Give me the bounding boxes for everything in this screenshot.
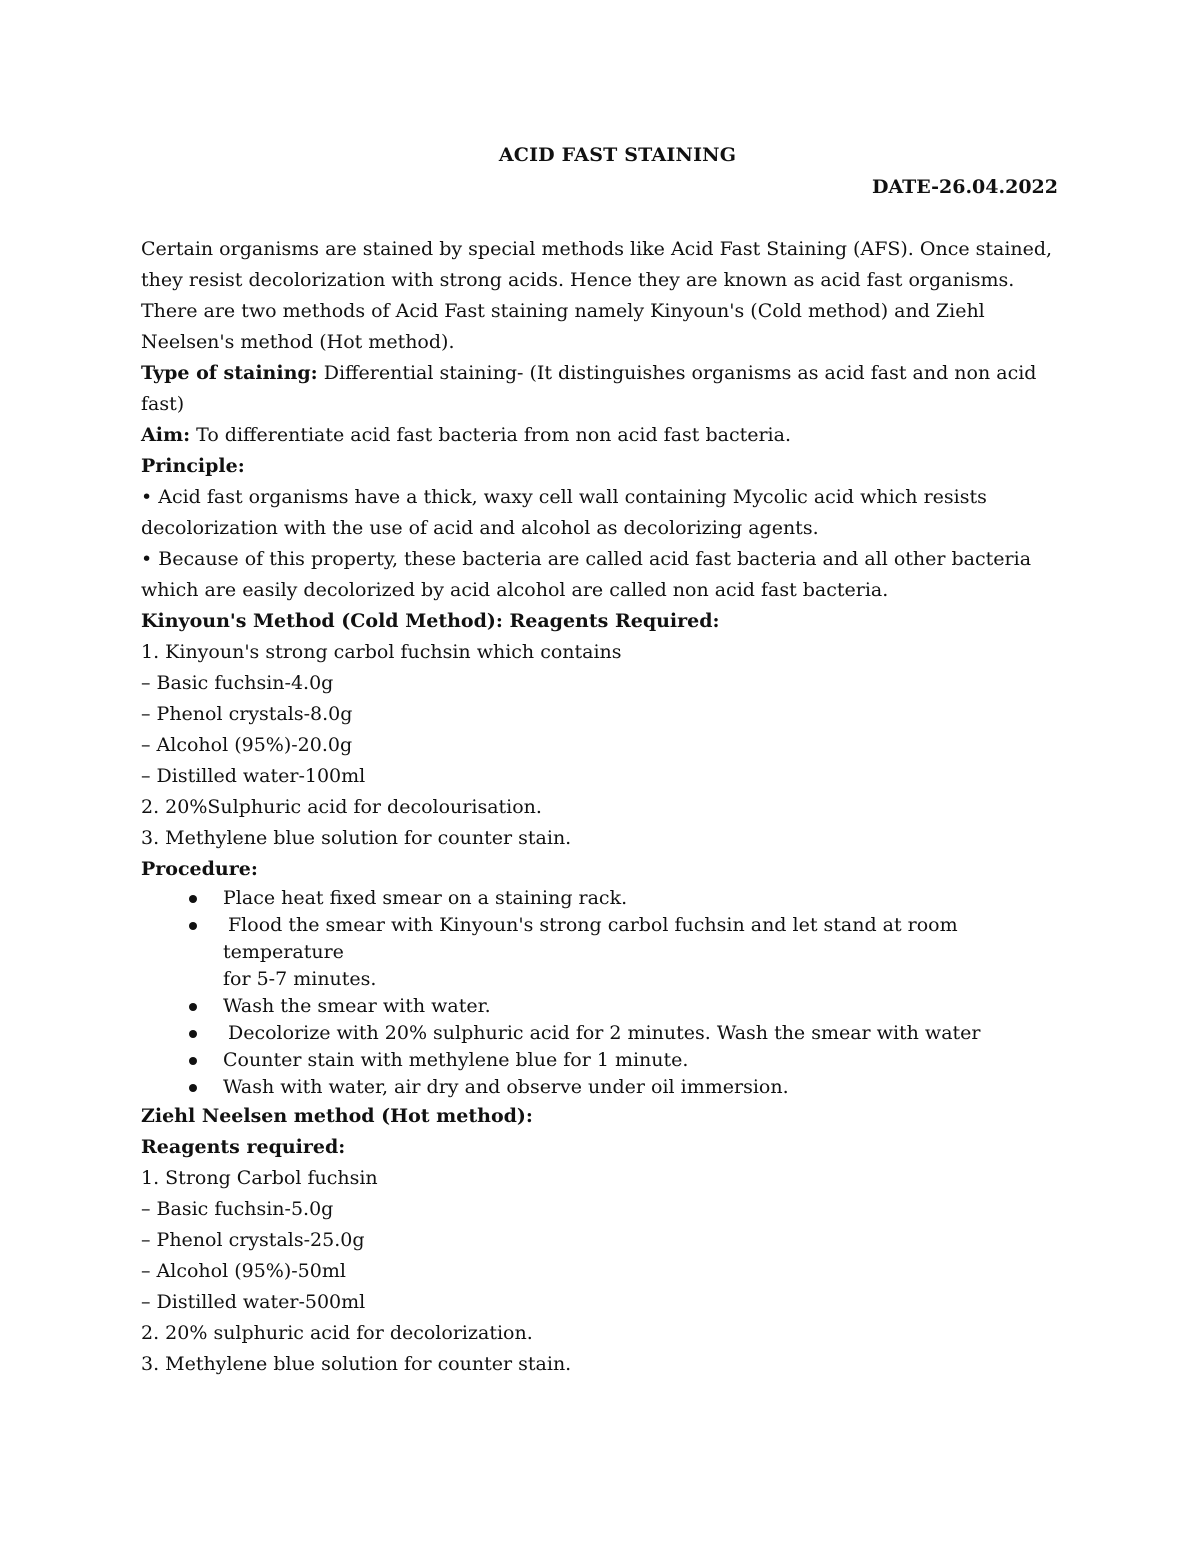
kinyoun-reagent: 1. Kinyoun's strong carbol fuchsin which contains: [141, 641, 622, 663]
procedure-step: Place heat fixed smear on a staining rack.: [223, 885, 1071, 912]
principle-heading: Principle:: [141, 455, 245, 477]
zn-reagent: – Phenol crystals-25.0g: [141, 1229, 365, 1251]
kinyoun-reagent: – Phenol crystals-8.0g: [141, 703, 353, 725]
procedure-step-continuation: for 5-7 minutes.: [223, 968, 377, 990]
procedure-list: [141, 885, 1071, 1101]
principle-point: • Because of this property, these bacteria are called acid fast bacteria and all other bacteria which are easily decolorized by acid alcohol are called non acid fast bacteria.: [141, 548, 1032, 601]
procedure-step: Wash the smear with water.: [223, 993, 1071, 1020]
type-of-staining-label: Type of staining:: [141, 362, 318, 384]
aim-label: Aim:: [141, 424, 191, 446]
zn-reagent: – Basic fuchsin-5.0g: [141, 1198, 334, 1220]
procedure-step-text: Flood the smear with Kinyoun's strong carbol fuchsin and let stand at room temperature: [223, 914, 958, 963]
ziehl-neelsen-reagents-heading: Reagents required:: [141, 1136, 346, 1158]
kinyoun-reagent: – Basic fuchsin-4.0g: [141, 672, 334, 694]
intro-paragraph: Certain organisms are stained by special methods like Acid Fast Staining (AFS). Once stained, they resist decolorization with strong acids. Hence they are known as acid fast organisms. There are two methods of Acid Fast staining namely Kinyoun's (Cold method) and Ziehl Neelsen's method (Hot method).: [141, 238, 1053, 353]
kinyoun-reagent: – Distilled water-100ml: [141, 765, 366, 787]
kinyoun-reagent: 3. Methylene blue solution for counter stain.: [141, 827, 572, 849]
document-body: [141, 234, 1071, 1380]
procedure-step: [223, 912, 1071, 993]
zn-reagent: 2. 20% sulphuric acid for decolorization.: [141, 1322, 533, 1344]
aim-value: To differentiate acid fast bacteria from non acid fast bacteria.: [190, 424, 791, 446]
zn-reagent: – Distilled water-500ml: [141, 1291, 366, 1313]
aim-line: [141, 420, 1071, 451]
procedure-step: Decolorize with 20% sulphuric acid for 2 minutes. Wash the smear with water: [223, 1020, 1071, 1047]
kinyoun-heading: Kinyoun's Method (Cold Method): Reagents Required:: [141, 610, 720, 632]
document-date: DATE-26.04.2022: [871, 176, 1058, 198]
zn-reagent: – Alcohol (95%)-50ml: [141, 1260, 346, 1282]
procedure-step: Wash with water, air dry and observe under oil immersion.: [223, 1074, 1071, 1101]
kinyoun-reagent: – Alcohol (95%)-20.0g: [141, 734, 353, 756]
procedure-heading: Procedure:: [141, 858, 258, 880]
type-of-staining-line: [141, 358, 1071, 420]
zn-reagent: 1. Strong Carbol fuchsin: [141, 1167, 378, 1189]
type-of-staining-value: Differential staining- (It distinguishes organisms as acid fast and non acid fast): [141, 362, 1037, 415]
procedure-step: Counter stain with methylene blue for 1 minute.: [223, 1047, 1071, 1074]
document-title: ACID FAST STAINING: [498, 144, 737, 166]
principle-point: • Acid fast organisms have a thick, waxy cell wall containing Mycolic acid which resists decolorization with the use of acid and alcohol as decolorizing agents.: [141, 486, 987, 539]
zn-reagent: 3. Methylene blue solution for counter stain.: [141, 1353, 572, 1375]
ziehl-neelsen-heading: Ziehl Neelsen method (Hot method):: [141, 1105, 533, 1127]
kinyoun-reagent: 2. 20%Sulphuric acid for decolourisation.: [141, 796, 542, 818]
